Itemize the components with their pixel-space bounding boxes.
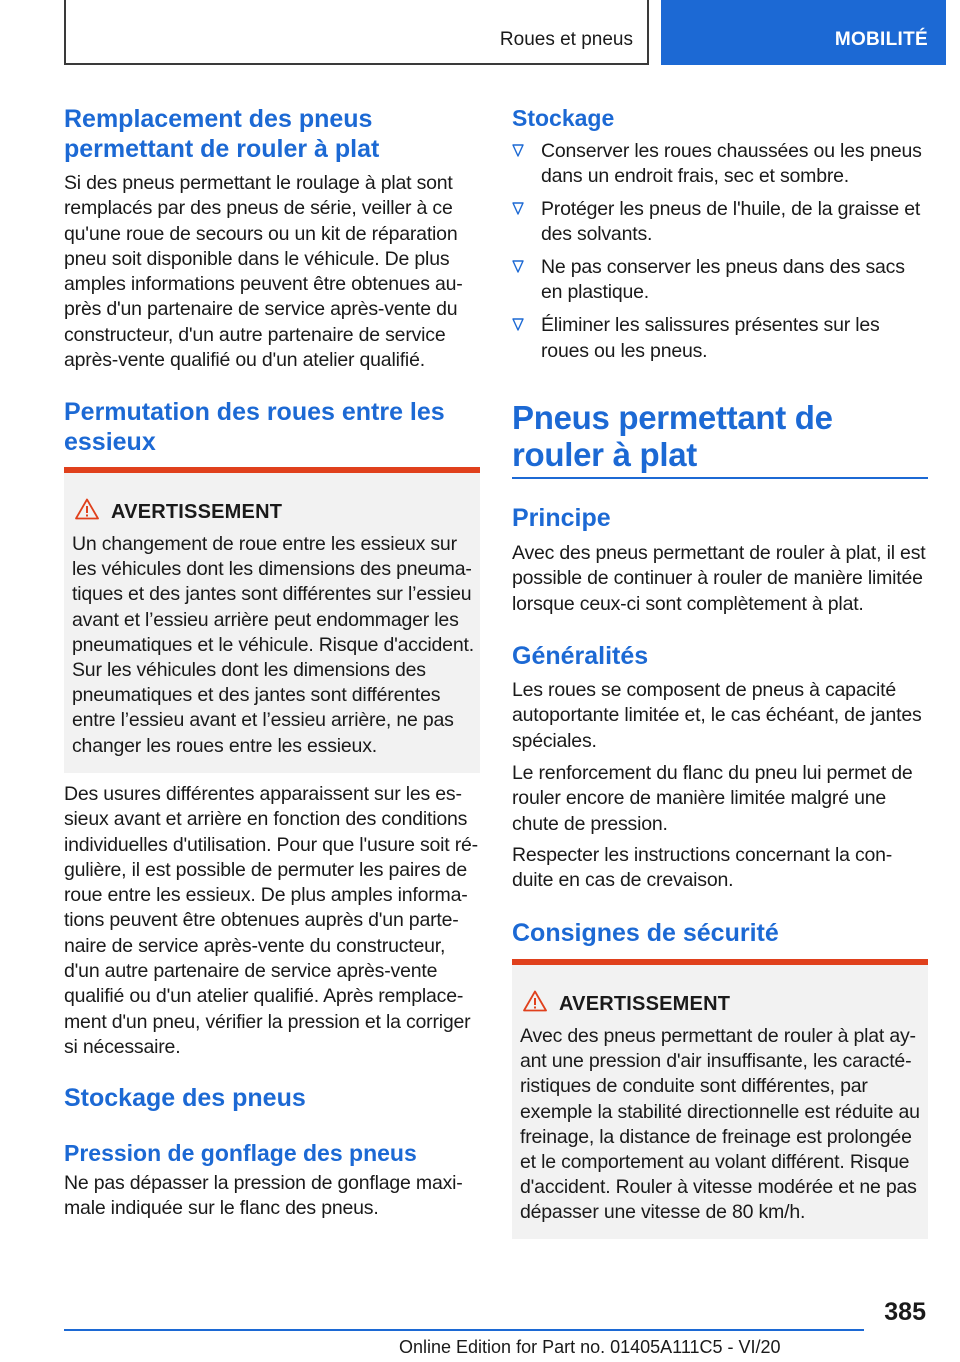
- list-item-text: Conserver les roues chaussées ou les pneus dans un endroit frais, sec et sombre.: [541, 140, 922, 188]
- bullet-triangle-icon: [512, 144, 524, 158]
- list-item: [512, 197, 930, 248]
- warning-title: AVERTISSEMENT: [559, 993, 731, 1015]
- heading-pression: Pression de gonflage des pneus: [64, 1140, 417, 1166]
- footer-edition: Online Edition for Part no. 01405A111C5 - VI/20: [399, 1337, 781, 1357]
- header-chapter-title: MOBILITÉ: [834, 29, 928, 50]
- heading-permutation: Permutation des roues entre les essieux: [64, 398, 445, 456]
- bullet-triangle-icon: [512, 318, 524, 332]
- stockage-list: [512, 139, 930, 371]
- warning-text: Un changement de roue entre les essieux sur les véhicules dont les dimensions des pneuma-tiques et des jantes sont différentes sur l’essieu avant et l’essieu arrière peut endommager les pneumatiques et le véhicule. Risque d'accident. Sur les véhicules dont les dimensions des pneumatiques et des jantes sont différentes entre l’essieu avant et l’essieu arrière, ne pas changer les roues entre les essieux.: [72, 533, 474, 757]
- paragraph-generalites-1: Les roues se composent de pneus à capacité autoportante limitée et, le cas échéant, de jantes spéciales.: [512, 679, 922, 752]
- paragraph-generalites-2: Le renforcement du flanc du pneu lui permet de rouler encore de manière limitée malgré une chute de pression.: [512, 762, 913, 835]
- paragraph-pression: Ne pas dépasser la pression de gonflage maxi-male indiquée sur le flanc des pneus.: [64, 1172, 463, 1220]
- warning-box-permutation: [64, 467, 480, 773]
- header-section-title: Roues et pneus: [499, 29, 633, 50]
- warning-text: Avec des pneus permettant de rouler à plat ay-ant une pression d'air insuffisante, les caracté-ristiques de conduite sont différentes, par exemple la stabilité directionnelle est réduite au freinage, la distance de freinage est prolongée et le comportement au volant différent. Risque d'accident. Rouler à vitesse modérée et ne pas dépasser une vitesse de 80 km/h.: [520, 1025, 920, 1224]
- list-item-text: Protéger les pneus de l'huile, de la graisse et des solvants.: [541, 198, 921, 246]
- warning-triangle-icon: [75, 498, 99, 520]
- heading-stockage-pneus: Stockage des pneus: [64, 1084, 306, 1112]
- list-item: [512, 255, 930, 306]
- heading-principe: Principe: [512, 504, 611, 532]
- warning-box-rsc: [512, 959, 928, 1239]
- paragraph-replacement: Si des pneus permettant le roulage à plat sont remplacés par des pneus de série, veiller à ce qu'une roue de secours ou un kit de réparation pneu soit disponible dans le véhicule. De plus amples informations peuvent être obtenues au-près d'un partenaire de service après-vente du constructeur, d'un autre partenaire de service après-vente qualifié ou d'un atelier qualifié.: [64, 172, 463, 372]
- footer-rule: [64, 1329, 864, 1331]
- header-chapter-box: [661, 0, 946, 65]
- warning-title: AVERTISSEMENT: [111, 501, 283, 523]
- heading-stockage: Stockage: [512, 105, 615, 131]
- heading-rsc: Pneus permettant de rouler à plat: [512, 399, 833, 473]
- list-item: [512, 313, 930, 364]
- list-item-text: Ne pas conserver les pneus dans des sacs en plastique.: [541, 256, 905, 304]
- bullet-triangle-icon: [512, 202, 524, 216]
- paragraph-usure: Des usures différentes apparaissent sur les es-sieux avant et arrière en fonction des conditions individuelles d'utilisation. Pour que l'usure soit ré-gulière, il est possible de permuter les paires de roue entre les essieux. De plus amples informa-tions peuvent être obtenues auprès d'un parte-naire de service après-vente du constructeur, d'un autre partenaire de service après-vente qualifié ou d'un atelier qualifié. Après remplace-ment d'un pneu, vérifier la pression et la corriger si nécessaire.: [64, 783, 478, 1058]
- list-item-text: Éliminer les salissures présentes sur les roues ou les pneus.: [541, 314, 880, 362]
- page-number: 385: [884, 1298, 926, 1326]
- paragraph-generalites-3: Respecter les instructions concernant la con-duite en cas de crevaison.: [512, 844, 893, 892]
- header-section-box: [64, 0, 649, 65]
- heading-consignes: Consignes de sécurité: [512, 919, 779, 947]
- heading-replacement: Remplacement des pneus permettant de rouler à plat: [64, 105, 380, 163]
- warning-triangle-icon: [523, 990, 547, 1012]
- bullet-triangle-icon: [512, 260, 524, 274]
- list-item: [512, 139, 930, 190]
- heading-generalites: Généralités: [512, 642, 649, 670]
- paragraph-principe: Avec des pneus permettant de rouler à plat, il est possible de continuer à rouler de manière limitée lorsque ceux-ci sont complètement à plat.: [512, 542, 926, 615]
- heading-rule: [512, 477, 928, 479]
